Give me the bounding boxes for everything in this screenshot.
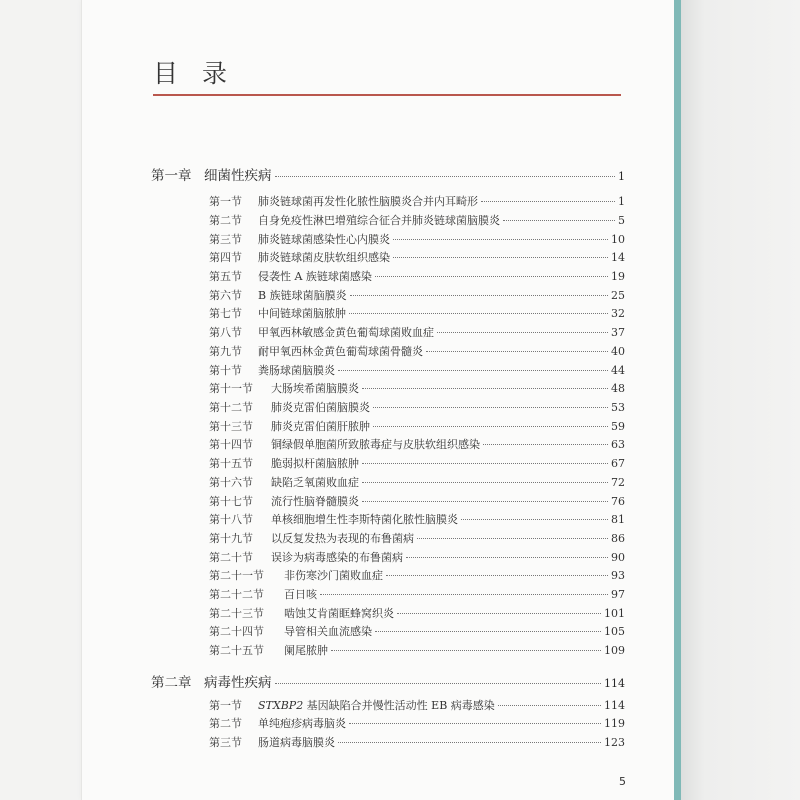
dot-leader bbox=[362, 501, 608, 502]
toc-section[interactable] bbox=[209, 287, 625, 303]
page-title: 目 录 bbox=[153, 59, 235, 88]
section-number: 第十八节 bbox=[209, 513, 253, 526]
dot-leader bbox=[481, 201, 615, 202]
toc-section[interactable] bbox=[209, 324, 625, 340]
section-page: 109 bbox=[604, 644, 625, 657]
section-number: 第十六节 bbox=[209, 476, 253, 489]
gene-name: STXBP2 bbox=[258, 699, 304, 712]
section-number: 第二十三节 bbox=[209, 607, 264, 620]
section-title: 大肠埃希菌脑膜炎 bbox=[271, 382, 359, 395]
section-title: 缺陷乏氧菌败血症 bbox=[271, 476, 359, 489]
section-number: 第九节 bbox=[209, 345, 242, 358]
dot-leader bbox=[338, 742, 601, 743]
section-page: 114 bbox=[604, 699, 625, 712]
cover-edge bbox=[674, 0, 681, 800]
section-page: 67 bbox=[611, 457, 625, 470]
dot-leader bbox=[397, 613, 601, 614]
section-page: 97 bbox=[611, 588, 625, 601]
toc-section[interactable] bbox=[209, 249, 625, 265]
dot-leader bbox=[498, 705, 601, 706]
dot-leader bbox=[275, 176, 616, 177]
toc-section[interactable] bbox=[209, 436, 625, 452]
toc-section[interactable] bbox=[209, 567, 625, 583]
dot-leader bbox=[362, 388, 608, 389]
toc-section[interactable] bbox=[209, 493, 625, 509]
toc-section[interactable] bbox=[209, 715, 625, 731]
dot-leader bbox=[437, 332, 608, 333]
dot-leader bbox=[320, 594, 608, 595]
toc-section[interactable] bbox=[209, 734, 625, 750]
toc-section[interactable] bbox=[209, 193, 625, 209]
section-page: 105 bbox=[604, 625, 625, 638]
section-page: 19 bbox=[611, 270, 625, 283]
section-number: 第七节 bbox=[209, 307, 242, 320]
toc-section[interactable] bbox=[209, 455, 625, 471]
section-number: 第三节 bbox=[209, 233, 242, 246]
toc-section[interactable] bbox=[209, 380, 625, 396]
dot-leader bbox=[362, 482, 608, 483]
section-number: 第二十五节 bbox=[209, 644, 264, 657]
section-page: 32 bbox=[611, 307, 625, 320]
section-title: 流行性脑脊髓膜炎 bbox=[271, 495, 359, 508]
section-page: 59 bbox=[611, 420, 625, 433]
dot-leader bbox=[426, 351, 608, 352]
chapter-title: 病毒性疾病 bbox=[204, 675, 272, 691]
section-title: 肺炎链球菌感染性心内膜炎 bbox=[258, 233, 390, 246]
section-number: 第十一节 bbox=[209, 382, 253, 395]
toc-section[interactable] bbox=[209, 362, 625, 378]
section-page: 90 bbox=[611, 551, 625, 564]
section-number: 第二节 bbox=[209, 214, 242, 227]
section-number: 第十七节 bbox=[209, 495, 253, 508]
section-number: 第三节 bbox=[209, 736, 242, 749]
page-number: 5 bbox=[619, 775, 626, 788]
section-title: 啮蚀艾肯菌眶蜂窝织炎 bbox=[284, 607, 394, 620]
toc-section[interactable] bbox=[209, 343, 625, 359]
section-number: 第二十节 bbox=[209, 551, 253, 564]
dot-leader bbox=[406, 557, 608, 558]
title-underline bbox=[153, 94, 621, 96]
section-number: 第六节 bbox=[209, 289, 242, 302]
section-title: 侵袭性 A 族链球菌感染 bbox=[258, 270, 372, 283]
toc-chapter[interactable] bbox=[151, 671, 625, 691]
section-title-rest: 基因缺陷合并慢性活动性 EB 病毒感染 bbox=[303, 699, 495, 712]
section-title: 单纯疱疹病毒脑炎 bbox=[258, 717, 346, 730]
section-number: 第二十二节 bbox=[209, 588, 264, 601]
section-title: 非伤寒沙门菌败血症 bbox=[284, 569, 383, 582]
section-title: 阑尾脓肿 bbox=[284, 644, 328, 657]
section-page: 93 bbox=[611, 569, 625, 582]
toc-section[interactable] bbox=[209, 586, 625, 602]
section-page: 5 bbox=[618, 214, 625, 227]
section-page: 123 bbox=[604, 736, 625, 749]
dot-leader bbox=[461, 519, 608, 520]
section-title: 肠道病毒脑膜炎 bbox=[258, 736, 335, 749]
section-page: 53 bbox=[611, 401, 625, 414]
toc-section[interactable] bbox=[209, 530, 625, 546]
section-number: 第二十四节 bbox=[209, 625, 264, 638]
dot-leader bbox=[393, 239, 608, 240]
toc-section[interactable] bbox=[209, 231, 625, 247]
section-number: 第一节 bbox=[209, 699, 242, 712]
toc-section[interactable] bbox=[209, 212, 625, 228]
section-number: 第五节 bbox=[209, 270, 242, 283]
section-page: 37 bbox=[611, 326, 625, 339]
section-page: 14 bbox=[611, 251, 625, 264]
section-title: 单核细胞增生性李斯特菌化脓性脑膜炎 bbox=[271, 513, 458, 526]
dot-leader bbox=[373, 407, 608, 408]
dot-leader bbox=[349, 313, 608, 314]
dot-leader bbox=[483, 444, 608, 445]
section-title: 百日咳 bbox=[284, 588, 317, 601]
dot-leader bbox=[503, 220, 615, 221]
section-number: 第十四节 bbox=[209, 438, 253, 451]
section-page: 72 bbox=[611, 476, 625, 489]
section-number: 第二节 bbox=[209, 717, 242, 730]
section-title bbox=[258, 697, 495, 713]
toc-section[interactable] bbox=[209, 549, 625, 565]
section-number: 第四节 bbox=[209, 251, 242, 264]
section-number: 第十三节 bbox=[209, 420, 253, 433]
toc-section[interactable] bbox=[209, 474, 625, 490]
section-number: 第二十一节 bbox=[209, 569, 264, 582]
chapter-page: 114 bbox=[604, 677, 625, 690]
section-title: 肺炎克雷伯菌脑膜炎 bbox=[271, 401, 370, 414]
dot-leader bbox=[362, 463, 608, 464]
toc-section[interactable] bbox=[209, 697, 625, 713]
toc-section[interactable] bbox=[209, 418, 625, 434]
dot-leader bbox=[375, 276, 608, 277]
section-page: 1 bbox=[618, 195, 625, 208]
toc-section[interactable] bbox=[209, 305, 625, 321]
section-page: 101 bbox=[604, 607, 625, 620]
section-number: 第十五节 bbox=[209, 457, 253, 470]
section-page: 119 bbox=[604, 717, 625, 730]
dot-leader bbox=[338, 370, 608, 371]
section-title: 肺炎克雷伯菌肝脓肿 bbox=[271, 420, 370, 433]
toc-chapter[interactable] bbox=[151, 164, 625, 184]
toc-section[interactable] bbox=[209, 268, 625, 284]
dot-leader bbox=[375, 631, 601, 632]
section-page: 63 bbox=[611, 438, 625, 451]
section-title: B 族链球菌脑膜炎 bbox=[258, 289, 347, 302]
dot-leader bbox=[275, 683, 602, 684]
dot-leader bbox=[373, 426, 608, 427]
section-title: 脆弱拟杆菌脑脓肿 bbox=[271, 457, 359, 470]
section-number: 第一节 bbox=[209, 195, 242, 208]
dot-leader bbox=[393, 257, 608, 258]
section-page: 86 bbox=[611, 532, 625, 545]
section-title: 以反复发热为表现的布鲁菌病 bbox=[271, 532, 414, 545]
toc-section[interactable] bbox=[209, 511, 625, 527]
toc-section[interactable] bbox=[209, 623, 625, 639]
dot-leader bbox=[386, 575, 608, 576]
section-page: 81 bbox=[611, 513, 625, 526]
section-title: 误诊为病毒感染的布鲁菌病 bbox=[271, 551, 403, 564]
section-number: 第十二节 bbox=[209, 401, 253, 414]
section-page: 76 bbox=[611, 495, 625, 508]
section-title: 铜绿假单胞菌所致脓毒症与皮肤软组织感染 bbox=[271, 438, 480, 451]
section-title: 甲氧西林敏感金黄色葡萄球菌败血症 bbox=[258, 326, 434, 339]
section-title: 肺炎链球菌再发性化脓性脑膜炎合并内耳畸形 bbox=[258, 195, 478, 208]
toc-section[interactable] bbox=[209, 399, 625, 415]
section-page: 10 bbox=[611, 233, 625, 246]
section-title: 中间链球菌脑脓肿 bbox=[258, 307, 346, 320]
dot-leader bbox=[349, 723, 601, 724]
section-title: 耐甲氧西林金黄色葡萄球菌骨髓炎 bbox=[258, 345, 423, 358]
section-number: 第十节 bbox=[209, 364, 242, 377]
section-number: 第十九节 bbox=[209, 532, 253, 545]
background-right bbox=[681, 0, 800, 800]
toc-section[interactable] bbox=[209, 642, 625, 658]
section-page: 40 bbox=[611, 345, 625, 358]
section-title: 粪肠球菌脑膜炎 bbox=[258, 364, 335, 377]
section-page: 44 bbox=[611, 364, 625, 377]
section-page: 25 bbox=[611, 289, 625, 302]
dot-leader bbox=[331, 650, 601, 651]
section-page: 48 bbox=[611, 382, 625, 395]
section-title: 自身免疫性淋巴增殖综合征合并肺炎链球菌脑膜炎 bbox=[258, 214, 500, 227]
chapter-number: 第一章 bbox=[151, 168, 192, 184]
chapter-page: 1 bbox=[618, 170, 625, 183]
dot-leader bbox=[417, 538, 608, 539]
chapter-number: 第二章 bbox=[151, 675, 192, 691]
section-number: 第八节 bbox=[209, 326, 242, 339]
dot-leader bbox=[350, 295, 608, 296]
toc-section[interactable] bbox=[209, 605, 625, 621]
section-title: 肺炎链球菌皮肤软组织感染 bbox=[258, 251, 390, 264]
chapter-title: 细菌性疾病 bbox=[204, 168, 272, 184]
section-title: 导管相关血流感染 bbox=[284, 625, 372, 638]
